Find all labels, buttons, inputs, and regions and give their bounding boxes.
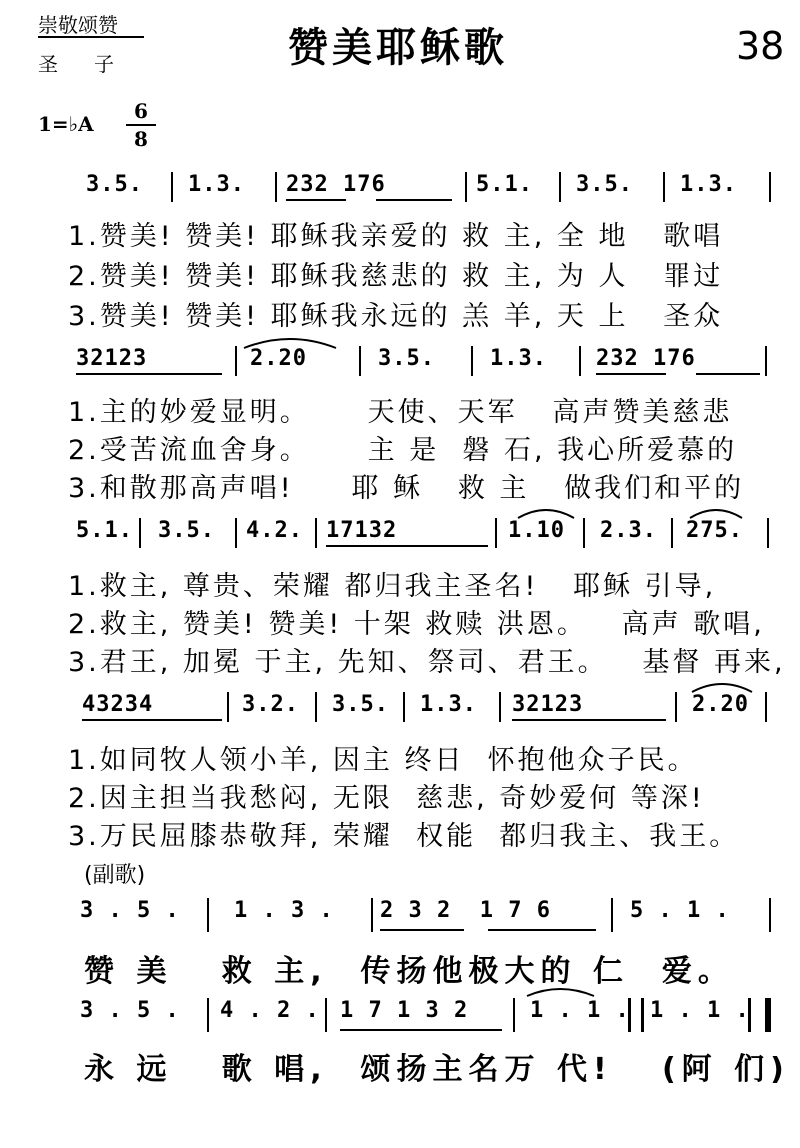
measure: 5.1. xyxy=(76,518,133,543)
lyric-line: 2.赞美! 赞美! 耶稣我慈悲的 救 主, 为 人 罪过 xyxy=(68,261,724,292)
refrain-line-1-notes xyxy=(0,898,800,938)
key-signature: 1=♭A xyxy=(38,112,94,136)
lyric-line: 2.因主担当我愁闷, 无限 慈悲, 奇妙爱何 等深! xyxy=(68,783,705,814)
lyric-line: 3.赞美! 赞美! 耶稣我永远的 羔 羊, 天 上 圣众 xyxy=(68,301,724,332)
refrain-lyric-line: 赞 美 救 主, 传扬他极大的 仁 爱。 xyxy=(84,954,734,989)
measure: 1.10 xyxy=(508,518,565,543)
measure: 232 176 xyxy=(596,346,696,371)
lyric-line: 1.救主, 尊贵、荣耀 都归我主圣名! 耶稣 引导, xyxy=(68,571,717,602)
measure: 32123 xyxy=(76,346,148,371)
hymn-number: 38 xyxy=(736,24,785,68)
system-4-notes xyxy=(0,692,800,732)
measure: 1 7 1 3 2 xyxy=(340,998,469,1023)
measure: 1 . 3 . xyxy=(234,898,334,923)
lyric-line: 2.受苦流血舍身。 主 是 磐 石, 我心所爱慕的 xyxy=(68,435,738,466)
measure: 1.3. xyxy=(680,172,737,197)
measure: 1.3. xyxy=(188,172,245,197)
measure: 232 176 xyxy=(286,172,386,197)
measure: 4.2. xyxy=(246,518,303,543)
hymn-title: 赞美耶稣歌 xyxy=(288,25,508,71)
lyric-line: 2.救主, 赞美! 赞美! 十架 救赎 洪恩。 高声 歌唱, xyxy=(68,609,765,640)
measure: 43234 xyxy=(82,692,154,717)
system-3-notes xyxy=(0,518,800,558)
measure: 32123 xyxy=(512,692,584,717)
time-numerator: 6 xyxy=(134,99,148,123)
measure: 4 . 2 . xyxy=(220,998,320,1023)
lyric-line: 3.万民屈膝恭敬拜, 荣耀 权能 都归我主、我王。 xyxy=(68,821,740,852)
measure: 275. xyxy=(686,518,743,543)
measure: 3.5. xyxy=(332,692,389,717)
refrain-label: (副歌) xyxy=(84,863,146,888)
lyric-line: 3.君王, 加冕 于主, 先知、祭司、君王。 基督 再来, xyxy=(68,647,786,678)
measure: 5 . 1 . xyxy=(630,898,730,923)
final-barline xyxy=(748,998,771,1032)
refrain-line-2-notes xyxy=(0,998,800,1038)
lyric-line: 3.和散那高声唱! 耶 稣 救 主 做我们和平的 xyxy=(68,473,745,504)
system-1-notes xyxy=(0,172,800,212)
measure: 3.5. xyxy=(158,518,215,543)
refrain-lyric-line: 永 远 歌 唱, 颂扬主名万 代! (阿 们) xyxy=(84,1052,790,1087)
time-denominator: 8 xyxy=(126,124,156,152)
measure: 3 . 5 . xyxy=(80,898,180,923)
measure: 5.1. xyxy=(476,172,533,197)
lyric-line: 1.赞美! 赞美! 耶稣我亲爱的 救 主, 全 地 歌唱 xyxy=(68,221,724,252)
measure: 3 . 5 . xyxy=(80,998,180,1023)
measure: 2.3. xyxy=(600,518,657,543)
measure: 17132 xyxy=(326,518,398,543)
measure: 2.20 xyxy=(250,346,307,371)
measure: 1.3. xyxy=(490,346,547,371)
measure: 3.2. xyxy=(242,692,299,717)
double-barline xyxy=(628,998,644,1032)
measure: 1 . 1 . xyxy=(650,998,750,1023)
system-2-notes xyxy=(0,346,800,386)
category-text: 崇敬颂赞 xyxy=(38,13,118,37)
measure: 3.5. xyxy=(576,172,633,197)
measure: 2 3 2 1 7 6 xyxy=(380,898,551,923)
measure: 2.20 xyxy=(692,692,749,717)
composer-name: 圣子 xyxy=(38,52,150,76)
measure: 3.5. xyxy=(86,172,143,197)
lyric-line: 1.主的妙爱显明。 天使、天军 高声赞美慈悲 xyxy=(68,397,733,428)
measure: 3.5. xyxy=(378,346,435,371)
measure: 1 . 1 . xyxy=(530,998,630,1023)
measure: 1.3. xyxy=(420,692,477,717)
lyric-line: 1.如同牧人领小羊, 因主 终日 怀抱他众子民。 xyxy=(68,745,698,776)
